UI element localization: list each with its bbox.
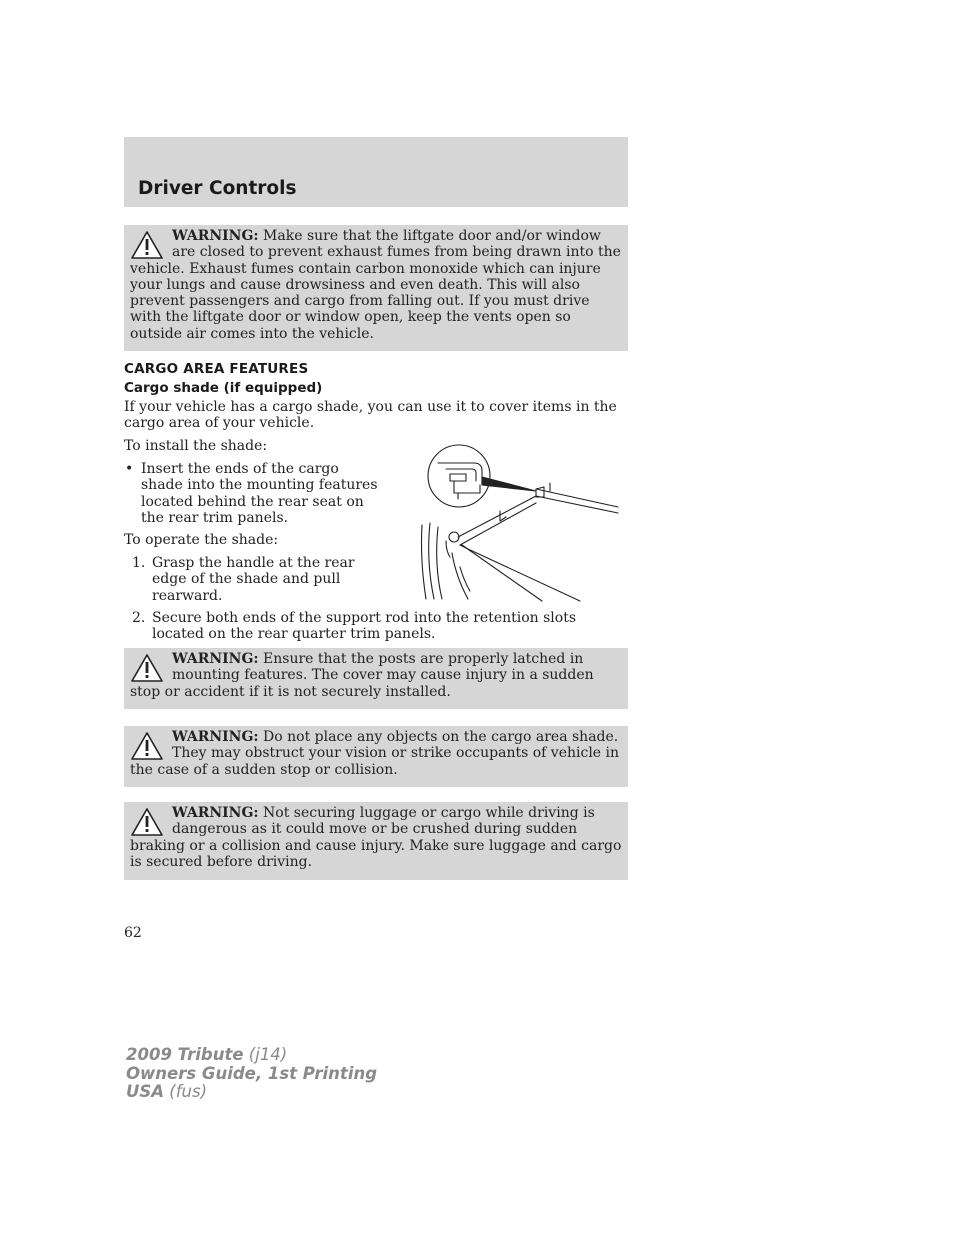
- cargo-shade-illustration: [412, 441, 622, 603]
- section-subheading: Cargo shade (if equipped): [124, 380, 323, 396]
- step-number: 1.: [132, 555, 146, 571]
- warning-text: Not securing luggage or cargo while driving is dangerous as it could move or be crushed during sudden braking or a collision and cause injury. Make sure luggage and cargo is secured before driving.: [130, 805, 622, 870]
- warning-text: Make sure that the liftgate door and/or window are closed to prevent exhaust fumes from being drawn into the vehicle. Exhaust fumes contain carbon monoxide which can injure your lungs and cause drowsiness and even death. This will also prevent passengers and cargo from falling out. If you must drive with the liftgate door or window open, keep the vents open so outside air comes into the vehicle.: [130, 228, 621, 342]
- bullet-dot: •: [125, 461, 134, 477]
- step-item: [124, 610, 624, 643]
- install-lead: To install the shade:: [124, 438, 268, 454]
- step-text: Grasp the handle at the rear edge of the shade and pull rearward.: [152, 555, 355, 604]
- step-item: [124, 555, 364, 604]
- warning-label: WARNING:: [172, 729, 259, 745]
- document-footer: [126, 1046, 377, 1102]
- footer-line-2: Owners Guide, 1st Printing: [126, 1063, 378, 1083]
- install-bullet: [124, 461, 384, 526]
- footer-line-1: 2009 Tribute (j14): [126, 1045, 288, 1064]
- warning-box-liftgate: [124, 225, 628, 351]
- warning-triangle-icon: [130, 807, 164, 837]
- warning-label: WARNING:: [172, 228, 259, 244]
- footer-line-3: USA (fus): [126, 1082, 208, 1101]
- intro-paragraph: If your vehicle has a cargo shade, you can use it to cover items in the cargo area of your vehicle.: [124, 399, 617, 432]
- warning-triangle-icon: [130, 653, 164, 683]
- install-bullet-text: Insert the ends of the cargo shade into the mounting features located behind the rear seat on the rear trim panels.: [141, 461, 378, 526]
- page-title: Driver Controls: [138, 178, 297, 199]
- warning-text: Do not place any objects on the cargo area shade. They may obstruct your vision or strike occupants of vehicle in the case of a sudden stop or collision.: [130, 729, 620, 778]
- warning-triangle-icon: [130, 230, 164, 260]
- operate-lead: To operate the shade:: [124, 532, 279, 548]
- warning-label: WARNING:: [172, 651, 259, 667]
- warning-box-objects: [124, 726, 628, 787]
- section-heading: CARGO AREA FEATURES: [124, 361, 309, 377]
- step-number: 2.: [132, 610, 146, 626]
- warning-triangle-icon: [130, 731, 164, 761]
- warning-text: Ensure that the posts are properly latched in mounting features. The cover may cause injury in a sudden stop or accident if it is not securely installed.: [130, 651, 594, 700]
- warning-label: WARNING:: [172, 805, 259, 821]
- warning-box-posts: [124, 648, 628, 709]
- step-text: Secure both ends of the support rod into the retention slots located on the rear quarter trim panels.: [152, 610, 577, 643]
- page-number: 62: [124, 925, 142, 941]
- warning-box-luggage: [124, 802, 628, 880]
